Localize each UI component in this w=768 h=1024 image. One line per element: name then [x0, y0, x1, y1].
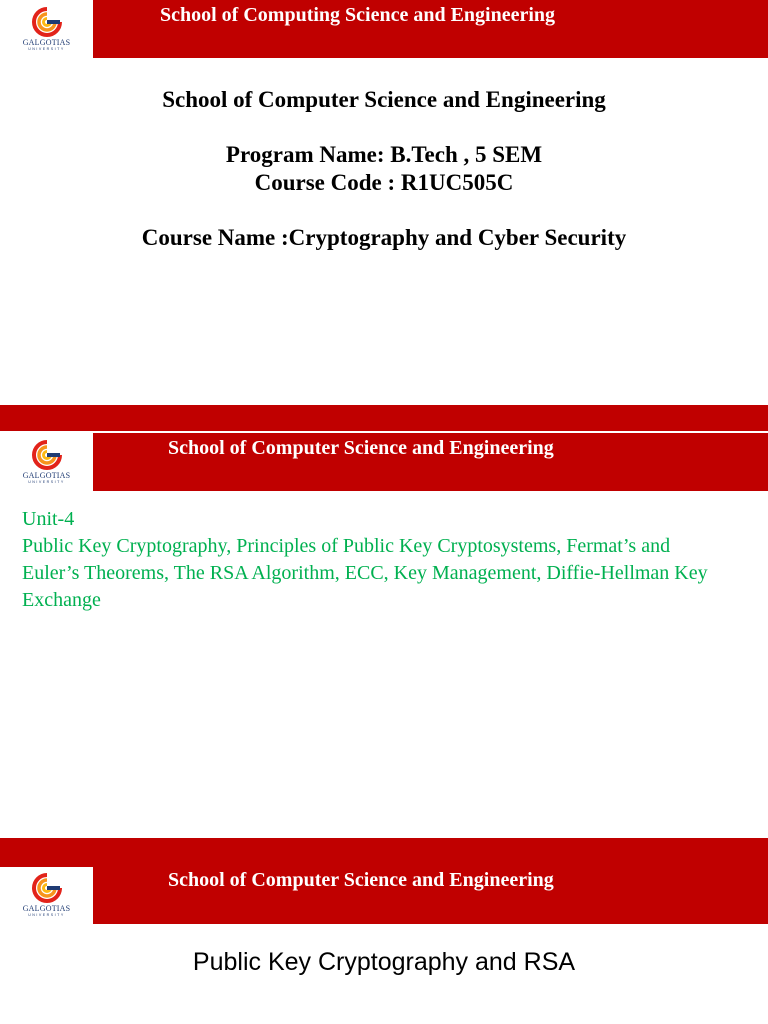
university-logo-icon — [30, 873, 64, 903]
program-name: Program Name: B.Tech , 5 SEM — [225, 142, 543, 167]
logo-name: GALGOTIAS — [22, 470, 71, 480]
slide-title — [0, 0, 768, 431]
course-code: Course Code : R1UC505C — [254, 170, 514, 195]
header-title: School of Computer Science and Engineering — [168, 869, 554, 891]
logo-subname: UNIVERSITY — [28, 913, 65, 917]
school-name: School of Computer Science and Engineering — [162, 87, 606, 112]
university-logo — [0, 433, 93, 491]
logo-name: GALGOTIAS — [22, 904, 71, 913]
section-title: Public Key Cryptography and RSA — [192, 948, 576, 976]
slide-unit — [0, 433, 768, 837]
university-logo — [0, 0, 93, 58]
header-title: School of Computing Science and Engineering — [160, 4, 556, 26]
footer-band — [0, 405, 768, 431]
logo-subname: UNIVERSITY — [28, 479, 65, 484]
logo-name: GALGOTIAS — [22, 37, 71, 47]
unit-label: Unit-4 — [22, 508, 75, 530]
slide-section — [0, 838, 768, 1024]
course-name: Course Name :Cryptography and Cyber Security — [141, 225, 627, 250]
university-logo-icon — [30, 440, 64, 470]
logo-subname: UNIVERSITY — [28, 46, 65, 51]
university-logo-icon — [30, 7, 64, 37]
university-logo — [0, 867, 93, 924]
unit-topics: Public Key Cryptography, Principles of Public Key Cryptosystems, Fermat’s and Euler’s Theorems, The RSA Algorithm, ECC, Key Management, Diffie-Hellman Key Exchange — [22, 535, 708, 611]
header-title: School of Computer Science and Engineering — [168, 437, 554, 459]
